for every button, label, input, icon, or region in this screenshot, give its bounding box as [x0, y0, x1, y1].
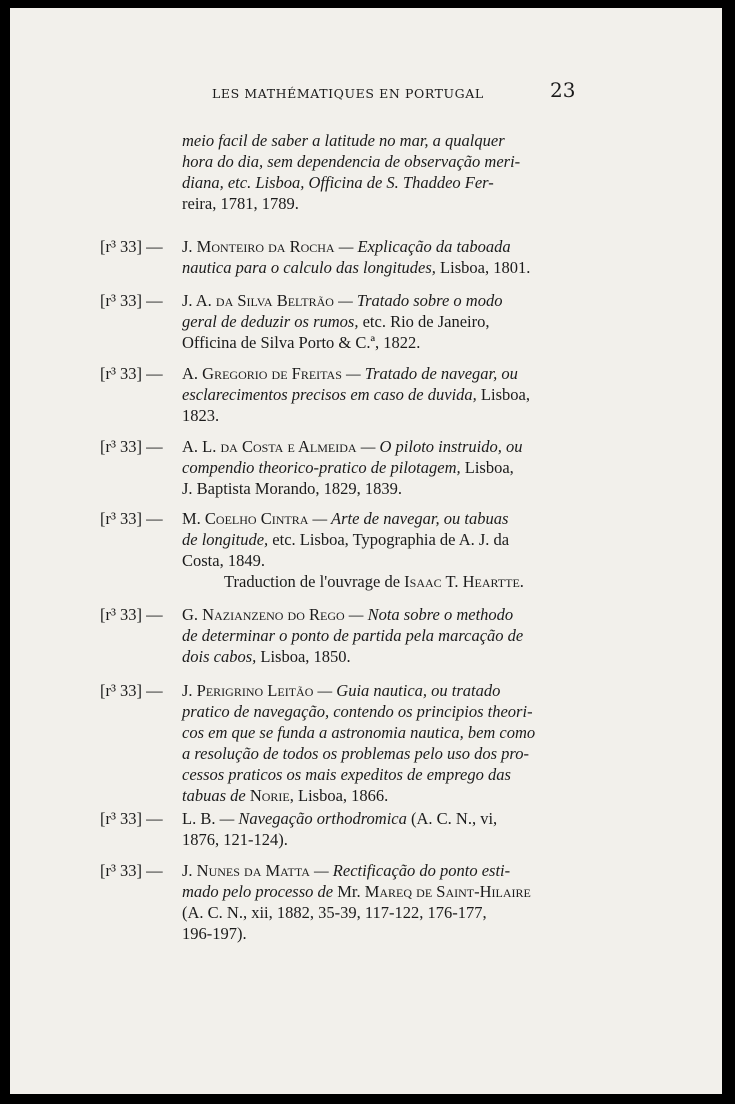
translation-note: Traduction de l'ouvrage de: [224, 572, 401, 591]
entry-ref: [r³ 33] —: [100, 437, 163, 456]
entry-title-line: — Navegação orthodromica: [219, 809, 407, 828]
entry-ref: [r³ 33] —: [100, 861, 163, 880]
entry-imprint: Officina de Silva Porto & C.ª, 1822.: [182, 333, 421, 352]
entry-title-line: cos em que se funda a astronomia nautica, bem como: [182, 723, 536, 742]
entry-title-line: — Rectificação do ponto esti-: [314, 861, 511, 880]
entry-title-line: cessos praticos os mais expeditos de emprego das: [182, 765, 511, 784]
entry-title-line: dois cabos,: [182, 647, 257, 666]
entry-continuation: [100, 130, 590, 214]
entry-monteiro-da-rocha: [100, 236, 590, 278]
entry-imprint: 1876, 121-124).: [182, 830, 288, 849]
entry-title-line: hora do dia, sem dependencia de observação meri-: [182, 152, 521, 171]
entry-title-line: diana, etc. Lisboa, Officina de S. Thaddeo Fer-: [182, 173, 494, 192]
entry-nunes-da-matta: [100, 860, 590, 944]
entry-author: J. Nunes da Matta: [182, 861, 310, 880]
page-number: 23: [550, 78, 576, 102]
entry-imprint: (A. C. N., vi,: [411, 809, 498, 828]
entry-nazianzeno-do-rego: [100, 604, 590, 667]
entry-ref: [r³ 33] —: [100, 291, 163, 310]
entry-title-line: — Arte de navegar, ou tabuas: [312, 509, 509, 528]
entry-ref: [r³ 33] —: [100, 364, 163, 383]
entry-author: G. Nazianzeno do Rego: [182, 605, 345, 624]
entry-ref: [r³ 33] —: [100, 509, 163, 528]
entry-title-line: tabuas de: [182, 786, 246, 805]
entry-ref: [r³ 33] —: [100, 605, 163, 624]
entry-author: A. L. da Costa e Almeida: [182, 437, 357, 456]
entry-title-line: mado pelo processo de: [182, 882, 334, 901]
entry-title-line: de longitude,: [182, 530, 269, 549]
running-title: LES MATHÉMATIQUES EN PORTUGAL: [212, 86, 484, 101]
entry-mr: Mr.: [337, 882, 361, 901]
entry-title-line: de determinar o ponto de partida pela marcação de: [182, 626, 524, 645]
entry-ref: [r³ 33] —: [100, 809, 163, 828]
entry-title-author: Norie,: [249, 786, 294, 805]
entry-author: J. Monteiro da Rocha: [182, 237, 335, 256]
entry-silva-beltrao: [100, 290, 590, 353]
entry-title-line: — Tratado de navegar, ou: [346, 364, 518, 383]
entry-title-line: — O piloto instruido, ou: [360, 437, 523, 456]
entry-imprint: Lisboa, 1866.: [298, 786, 389, 805]
entry-imprint: J. Baptista Morando, 1829, 1839.: [182, 479, 402, 498]
entry-title-line: nautica para o calculo das longitudes,: [182, 258, 436, 277]
entry-title-line: geral de deduzir os rumos,: [182, 312, 359, 331]
entry-perigrino-leitao: [100, 680, 590, 806]
entry-title-line: — Tratado sobre o modo: [338, 291, 503, 310]
entry-gregorio-de-freitas: [100, 363, 590, 426]
entry-title-line: — Nota sobre o methodo: [348, 605, 514, 624]
book-page: [10, 8, 722, 1094]
entry-imprint: 1823.: [182, 406, 220, 425]
entry-ref: [r³ 33] —: [100, 237, 163, 256]
entry-title-line: a resolução de todos os problemas pelo uso dos pro-: [182, 744, 529, 763]
entry-imprint: Lisboa, 1850.: [260, 647, 351, 666]
translation-author: Isaac T. Heartte.: [404, 572, 524, 591]
entry-ref: [r³ 33] —: [100, 681, 163, 700]
entry-title-author: Mareq de Saint-Hilaire: [364, 882, 531, 901]
entry-l-b: [100, 808, 590, 850]
entry-imprint: Lisboa, 1801.: [440, 258, 531, 277]
entry-imprint: Lisboa,: [464, 458, 514, 477]
entry-title-line: meio facil de saber a latitude no mar, a qualquer: [182, 131, 505, 150]
entry-imprint: 196-197).: [182, 924, 247, 943]
entry-author: J. Perigrino Leitão: [182, 681, 314, 700]
entry-imprint: reira, 1781, 1789.: [182, 194, 299, 213]
entry-author: J. A. da Silva Beltrão: [182, 291, 334, 310]
entry-author: L. B.: [182, 809, 216, 828]
entry-costa-e-almeida: [100, 436, 590, 499]
entry-title-line: — Explicação da taboada: [338, 237, 511, 256]
entry-title-line: compendio theorico-pratico de pilotagem,: [182, 458, 461, 477]
entry-imprint: etc. Rio de Janeiro,: [362, 312, 490, 331]
entry-title-line: — Guia nautica, ou tratado: [317, 681, 501, 700]
entry-imprint: Lisboa,: [480, 385, 530, 404]
entry-title-line: esclarecimentos precisos em caso de duvida,: [182, 385, 477, 404]
entry-imprint: Costa, 1849.: [182, 551, 265, 570]
entry-title-line: pratico de navegação, contendo os principios theori-: [182, 702, 533, 721]
entry-author: A. Gregorio de Freitas: [182, 364, 342, 383]
entry-imprint: (A. C. N., xii, 1882, 35-39, 117-122, 176-177,: [182, 903, 487, 922]
entry-author: M. Coelho Cintra: [182, 509, 309, 528]
entry-imprint: etc. Lisboa, Typographia de A. J. da: [272, 530, 510, 549]
entry-coelho-cintra: [100, 508, 590, 592]
